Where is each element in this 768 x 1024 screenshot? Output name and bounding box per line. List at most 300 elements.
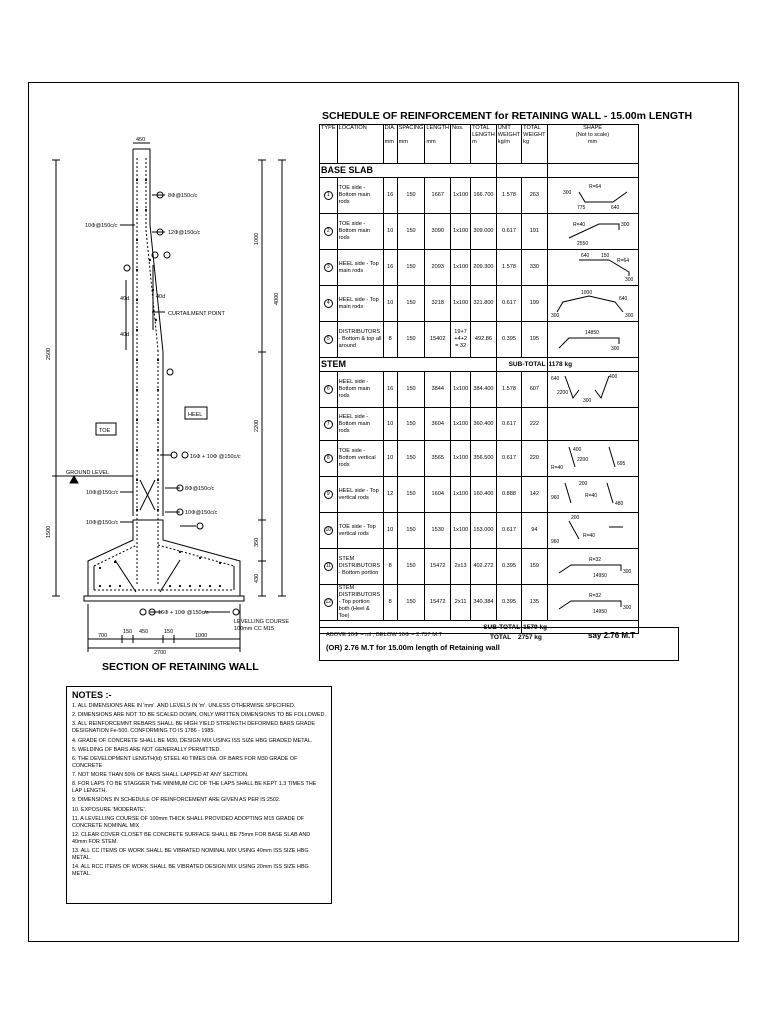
header-text: DIA. (384, 125, 396, 131)
total-length-cell: 321.800 (471, 286, 497, 322)
total-weight-cell: 159 (522, 549, 547, 585)
type-cell (320, 322, 338, 358)
dim-450-b: 450 (139, 629, 149, 635)
shape-10-sketch (549, 513, 637, 545)
unit-weight-cell: 1.578 (496, 250, 521, 286)
note-item: 5. WELDING OF BARS ARE NOT GENERALLY PERMITTED. (72, 746, 221, 753)
type-cell (320, 477, 338, 513)
location-cell: TOE side - Bottom vertical rods (337, 441, 383, 477)
nos-cell: 1x100 (451, 372, 471, 408)
shape-cell (547, 372, 638, 408)
nos-cell: 1x100 (451, 441, 471, 477)
header-text: SHAPE (583, 125, 603, 131)
schedule-row (320, 408, 639, 441)
unit-weight-cell: 0.395 (496, 549, 521, 585)
length-cell: 1530 (425, 513, 451, 549)
note-item: 13. ALL CC ITEMS OF WORK SHALL BE VIBRATED NOMINAL MIX USING 40mm ISS SIZE HBG METAL. (72, 847, 309, 861)
shape-dimension: R=32 (588, 593, 601, 599)
dia-cell: 12 (383, 477, 397, 513)
header-text (452, 139, 469, 146)
bar-mark-circle: 6 (324, 385, 333, 394)
header-text: LENGTH (426, 125, 450, 131)
schedule-row (320, 549, 639, 585)
lap-40d-left-a: 40d (120, 296, 130, 302)
shape-cell (547, 250, 638, 286)
shape-dimension: R=40 (582, 533, 595, 539)
total-length-cell: 360.400 (471, 408, 497, 441)
header-text (385, 132, 396, 139)
note-item: 9. DIMENSIONS IN SCHEDULE OF REINFORCEMENT ARE GIVEN AS PER IS:2502. (72, 797, 281, 804)
shape-dimension: 695 (616, 461, 625, 467)
note-item: 4. GRADE OF CONCRETE SHALL BE M30, DESIGN MIX USING ISS SIZE HBG GRADED METAL. (72, 737, 313, 744)
type-cell (320, 214, 338, 250)
note-item: 11. A LEVELLING COURSE OF 100mm THICK SHALL PROVIDED ADOPTING M15 GRADE OF CONCRETE NOMINAL MIX (72, 815, 305, 829)
bar-mark-circle: 10 (325, 527, 332, 533)
dim-2700: 2700 (154, 650, 167, 656)
header-text: TOTAL (523, 125, 541, 131)
dim-150-a: 150 (123, 629, 133, 635)
dia-cell: 10 (383, 441, 397, 477)
header-text (452, 132, 469, 139)
shape-1-sketch (549, 178, 637, 210)
total-weight-cell: 607 (522, 372, 547, 408)
shape-dimension: 775 (576, 205, 585, 210)
note-item: 1. ALL DIMENSIONS ARE IN 'mm'. AND LEVELS IN 'm'. UNLESS OTHERWISE SPECIFIED. (72, 703, 296, 709)
bar-mark-circle: 12 (325, 599, 332, 605)
shape-cell (547, 322, 638, 358)
total-length-cell: 340.384 (471, 585, 497, 621)
header-text: LOCATION (338, 125, 367, 131)
schedule-row (320, 286, 639, 322)
nos-cell: 19+7 +4+2 = 32 (451, 322, 471, 358)
schedule-header-cell (425, 125, 451, 164)
location-cell: HEEL side - Top main rods (337, 250, 383, 286)
spacing-cell: 150 (397, 441, 425, 477)
dia-cell: 10 (383, 408, 397, 441)
length-cell: 3604 (425, 408, 451, 441)
type-cell (320, 178, 338, 214)
header-text (321, 139, 336, 146)
spacing-cell: 150 (397, 408, 425, 441)
shape-cell (547, 286, 638, 322)
subtotal-value: 1579 kg (522, 621, 638, 634)
bar-mark-circle: 7 (324, 420, 333, 429)
shape-cell (547, 441, 638, 477)
rebar-label-10-150-c: 10Φ@150c/c (185, 510, 218, 516)
unit-weight-cell: 0.888 (496, 477, 521, 513)
shape-2-sketch (549, 214, 637, 246)
levelling-label-2: 100mm CC M15 (234, 626, 275, 632)
lap-40d-right: 40d (156, 294, 166, 300)
shape-dimension: 2200 (556, 390, 568, 396)
type-cell (320, 372, 338, 408)
shape-3-sketch (549, 250, 637, 282)
header-text: mm (587, 139, 598, 145)
header-text: TOTAL (472, 125, 490, 131)
dia-cell: 10 (383, 214, 397, 250)
header-text: mm (398, 139, 408, 145)
total-weight-cell: 220 (522, 441, 547, 477)
bar-mark-circle: 11 (325, 563, 331, 569)
shape-dimension: R=64 (616, 258, 629, 264)
rebar-label-8-150: 8Φ@150c/c (168, 193, 198, 199)
header-text (339, 132, 382, 139)
shape-cell (547, 408, 638, 441)
shape-dimension: R=40 (572, 222, 585, 228)
shape-11-sketch (549, 549, 637, 581)
location-cell: HEEL side - Top main rods (337, 286, 383, 322)
header-text: (Not to scale) (575, 132, 610, 138)
nos-cell: 1x100 (451, 250, 471, 286)
nos-cell: 1x100 (451, 477, 471, 513)
dim-430: 430 (254, 573, 260, 583)
location-cell: HEEL side - Top vertical rods (337, 477, 383, 513)
schedule-header-cell (522, 125, 547, 164)
location-cell: TOE side - Bottom main rods (337, 214, 383, 250)
total-length-cell: 402.272 (471, 549, 497, 585)
location-cell: STEM DISTRIBUTORS - Top portion both (Heel & Toe) (337, 585, 383, 621)
schedule-header-cell (451, 125, 471, 164)
total-weight-cell: 191 (522, 214, 547, 250)
schedule-row (320, 372, 639, 408)
location-cell: DISTRIBUTORS - Bottom & top all around (337, 322, 383, 358)
schedule-header-cell (547, 125, 638, 164)
shape-dimension: R=32 (588, 557, 601, 563)
shape-dimension: 300 (610, 346, 619, 352)
header-text: m (472, 139, 477, 145)
schedule-row (320, 513, 639, 549)
header-text: mm (426, 139, 436, 145)
unit-weight-cell: 0.395 (496, 585, 521, 621)
shape-6-sketch (549, 372, 637, 404)
shape-dimension: 2550 (576, 241, 588, 246)
shape-dimension: 300 (550, 313, 559, 318)
dim-150-b: 150 (164, 629, 174, 635)
total-weight-cell: 330 (522, 250, 547, 286)
shape-cell (547, 477, 638, 513)
shape-cell (547, 585, 638, 621)
length-cell: 1667 (425, 178, 451, 214)
shape-cell (547, 178, 638, 214)
dia-cell: 16 (383, 250, 397, 286)
shape-dimension: 400 (572, 447, 581, 453)
total-weight-cell: 263 (522, 178, 547, 214)
subtotal-label: SUB-TOTAL (320, 621, 522, 634)
header-text: SPACING (398, 125, 424, 131)
shape-dimension: 300 (620, 222, 629, 228)
rebar-label-bottom: 16Φ + 10Φ @150c/c (158, 610, 209, 616)
rebar-label-16-10-150: 16Φ + 10Φ @150c/c (190, 454, 241, 460)
header-text: WEIGHT (497, 132, 521, 138)
header-text: mm (384, 139, 394, 145)
note-item: 6. THE DEVELOPMENT LENGTH(ld) STEEL 40 TIMES DIA. OF BARS FOR M30 GRADE OF CONCRETE (72, 755, 298, 769)
shape-dimension: 200 (570, 515, 579, 521)
nos-cell: 1x100 (451, 513, 471, 549)
shape-12-sketch (549, 585, 637, 617)
schedule-header-cell (337, 125, 383, 164)
bar-mark-circle: 2 (324, 227, 333, 236)
dim-350: 350 (254, 537, 260, 547)
total-length-cell: 153.000 (471, 513, 497, 549)
schedule-row (320, 585, 639, 621)
schedule-row (320, 322, 639, 358)
unit-weight-cell: 0.617 (496, 286, 521, 322)
unit-weight-cell: 0.617 (496, 441, 521, 477)
unit-weight-cell: 0.395 (496, 322, 521, 358)
header-text: WEIGHT (523, 132, 546, 138)
length-cell: 1604 (425, 477, 451, 513)
shape-dimension: 400 (608, 374, 617, 380)
spacing-cell: 150 (397, 214, 425, 250)
total-weight-cell: 195 (522, 322, 547, 358)
spacing-cell: 150 (397, 178, 425, 214)
shape-dimension: 14850 (584, 330, 599, 336)
shape-dimension: 14950 (592, 609, 607, 615)
header-text: UNIT (497, 125, 511, 131)
shape-cell (547, 513, 638, 549)
schedule-header-row (320, 125, 639, 164)
shape-dimension: 1000 (580, 290, 592, 296)
header-text (339, 139, 382, 146)
above-below-text: ABOVE 16Φ = nil ; BELOW 16Φ = 2.757 M.T (326, 632, 443, 638)
top-width-dim: 450 (136, 137, 146, 143)
dia-cell: 10 (383, 513, 397, 549)
header-text: Nos. (452, 125, 464, 131)
rebar-label-10-150: 10Φ@150c/c (85, 223, 118, 229)
or-line: (OR) 2.76 M.T for 15.00m length of Retaining wall (326, 643, 500, 652)
total-label: TOTAL (490, 634, 512, 641)
header-text: kg/m (497, 139, 510, 145)
location-cell: STEM DISTRIBUTORS - Bottom portion (337, 549, 383, 585)
base-slab-heading-row (320, 164, 639, 178)
type-cell (320, 250, 338, 286)
spacing-cell: 150 (397, 322, 425, 358)
dim-2200: 2200 (254, 419, 260, 432)
note-item: 14. ALL RCC ITEMS OF WORK SHALL BE VIBRATED DESIGN MIX USING 20mm ISS SIZE HBG METAL. (72, 864, 309, 877)
nos-cell: 1x100 (451, 286, 471, 322)
note-item: 10. EXPOSURE 'MODERATE'. (72, 806, 147, 813)
say-value: say 2.76 M.T (588, 631, 636, 640)
type-cell (320, 513, 338, 549)
dia-cell: 16 (383, 178, 397, 214)
note-item: 2. DIMENSIONS ARE NOT TO BE SCALED DOWN, ONLY WRITTEN DIMENSIONS TO BE FOLLOWED. (72, 712, 326, 719)
shape-dimension: R=64 (588, 184, 601, 190)
total-length-cell: 492.86 (471, 322, 497, 358)
schedule-header-cell (397, 125, 425, 164)
nos-cell: 1x100 (451, 178, 471, 214)
shape-dimension: 960 (550, 539, 559, 545)
nos-cell: 1x100 (451, 408, 471, 441)
note-item: 7. NOT MORE THAN 50% OF BARS SHALL LAPPED AT ANY SECTION. (72, 772, 249, 779)
total-length-cell: 209.300 (471, 250, 497, 286)
bar-mark-circle: 3 (324, 263, 333, 272)
location-cell: TOE side - Bottom main rods (337, 178, 383, 214)
total-weight-cell: 142 (522, 477, 547, 513)
header-text: kg (523, 139, 530, 145)
shape-dimension: 640 (580, 253, 589, 259)
length-cell: 15402 (425, 322, 451, 358)
length-cell: 15472 (425, 549, 451, 585)
total-length-cell: 384.400 (471, 372, 497, 408)
rebar-label-10-150-b: 10Φ@150c/c (86, 490, 119, 496)
shape-8-sketch (549, 441, 637, 473)
subtotal-value: 1178 kg (547, 358, 638, 372)
total-weight-cell: 94 (522, 513, 547, 549)
schedule-row (320, 441, 639, 477)
stem-heading-row (320, 358, 639, 372)
schedule-row (320, 477, 639, 513)
length-cell: 3565 (425, 441, 451, 477)
schedule-row (320, 178, 639, 214)
shape-dimension: 14950 (592, 573, 607, 579)
total-length-cell: 166.700 (471, 178, 497, 214)
header-text (399, 132, 424, 139)
shape-5-sketch (549, 322, 637, 354)
note-item: 12. CLEAR COVER CLOSET BE CONCRETE SURFACE SHALL BE 75mm FOR BASE SLAB AND 40mm FOR STEM. (72, 831, 311, 845)
toe-label: TOE (99, 428, 111, 434)
shape-dimension: 300 (624, 277, 633, 282)
dim-4000: 4000 (274, 292, 280, 305)
header-text: LENGTH (472, 132, 495, 138)
shape-dimension: R=40 (550, 465, 563, 471)
schedule-row (320, 250, 639, 286)
type-cell (320, 441, 338, 477)
notes-list (72, 703, 326, 878)
rebar-label-12-150: 12Φ@150c/c (168, 230, 201, 236)
shape-dimension: 2200 (576, 457, 588, 463)
length-cell: 2093 (425, 250, 451, 286)
dim-2500: 2500 (46, 347, 52, 360)
spacing-cell: 150 (397, 549, 425, 585)
schedule-row (320, 214, 639, 250)
total-length-cell: 356.500 (471, 441, 497, 477)
location-cell: TOE side - Top vertical rods (337, 513, 383, 549)
shape-dimension: 640 (550, 376, 559, 382)
dia-cell: 8 (383, 549, 397, 585)
shape-cell (547, 549, 638, 585)
rebar-label-8-150-b: 8Φ@150c/c (185, 486, 215, 492)
bar-mark-circle: 5 (324, 335, 333, 344)
unit-weight-cell: 0.617 (496, 214, 521, 250)
shape-dimension: 300 (562, 190, 571, 196)
header-text (426, 132, 449, 139)
spacing-cell: 150 (397, 286, 425, 322)
shape-cell (547, 214, 638, 250)
location-cell: HEEL side - Bottom main rods (337, 408, 383, 441)
reinforcement-schedule-table (319, 124, 639, 634)
shape-dimension: 960 (550, 495, 559, 501)
totals-box (319, 627, 679, 661)
shape-9-sketch (549, 477, 637, 509)
schedule-title: SCHEDULE OF REINFORCEMENT for RETAINING WALL - 15.00m LENGTH (322, 110, 693, 122)
dim-1000-b: 1000 (195, 633, 208, 639)
nos-cell: 2x11 (451, 585, 471, 621)
schedule-body (320, 125, 639, 634)
total-value: 2757 kg (518, 634, 542, 641)
total-weight-cell: 135 (522, 585, 547, 621)
unit-weight-cell: 1.578 (496, 372, 521, 408)
subtotal-label (496, 164, 547, 178)
bar-mark-circle: 4 (324, 299, 333, 308)
spacing-cell: 150 (397, 477, 425, 513)
shape-dimension: 300 (622, 569, 631, 575)
schedule-header-cell (320, 125, 338, 164)
total-weight-cell: 222 (522, 408, 547, 441)
shape-4-sketch (549, 286, 637, 318)
notes-title: NOTES :- (72, 690, 112, 700)
section-label: BASE SLAB (320, 164, 497, 178)
spacing-cell: 150 (397, 513, 425, 549)
dim-700: 700 (98, 633, 108, 639)
dia-cell: 10 (383, 286, 397, 322)
length-cell: 15472 (425, 585, 451, 621)
rebar-label-10-150-d: 10Φ@150c/c (86, 520, 119, 526)
total-length-cell: 160.400 (471, 477, 497, 513)
dia-cell: 16 (383, 372, 397, 408)
total-weight-cell: 199 (522, 286, 547, 322)
unit-weight-cell: 0.617 (496, 408, 521, 441)
header-text (321, 132, 336, 139)
type-cell (320, 286, 338, 322)
nos-cell: 2x13 (451, 549, 471, 585)
subtotal-label: SUB-TOTAL (496, 358, 547, 372)
bar-mark-circle: 8 (324, 454, 333, 463)
header-text: TYPE (321, 125, 336, 131)
notes-box (66, 686, 332, 904)
length-cell: 3844 (425, 372, 451, 408)
lap-40d-left-b: 40d (120, 332, 130, 338)
dim-1000: 1000 (254, 232, 260, 245)
curtailment-label: CURTAILMENT POINT (168, 311, 225, 317)
total-length-cell: 309.000 (471, 214, 497, 250)
levelling-label: LEVELLING COURSE (234, 619, 290, 625)
subtotal-value (547, 164, 638, 178)
section-label: STEM (320, 358, 497, 372)
nos-cell: 1x100 (451, 214, 471, 250)
schedule-header-cell (383, 125, 397, 164)
shape-dimension: 200 (578, 481, 587, 487)
shape-dimension: 480 (614, 501, 623, 507)
unit-weight-cell: 0.617 (496, 513, 521, 549)
spacing-cell: 150 (397, 585, 425, 621)
heel-label: HEEL (188, 412, 203, 418)
shape-dimension: 300 (624, 313, 633, 318)
dia-cell: 8 (383, 585, 397, 621)
unit-weight-cell: 1.578 (496, 178, 521, 214)
spacing-cell: 150 (397, 250, 425, 286)
note-item: 8. FOR LAPS TO BE STAGGER THE MINIMUM C/C OF THE LAPS SHALL BE KEPT 1.3 TIMES THE LAP LENGTH. (72, 781, 317, 795)
schedule-header-cell (471, 125, 497, 164)
bar-mark-circle: 1 (324, 191, 333, 200)
ground-level-label: GROUND LEVEL (66, 470, 110, 476)
type-cell (320, 549, 338, 585)
section-title: SECTION OF RETAINING WALL (102, 661, 259, 673)
shape-dimension: 300 (582, 398, 591, 404)
schedule-header-cell (496, 125, 521, 164)
type-cell (320, 408, 338, 441)
location-cell: HEEL side - Bottom main rods (337, 372, 383, 408)
shape-dimension: 300 (622, 605, 631, 611)
note-item: 3. ALL REINFORCEMNT REBARS SHALL BE HIGH YIELD STRENGTH DEFORMED BARS GRADE DESIGNATION Fe-500. CONFORMING TO IS 1786 - 1985. (72, 721, 315, 735)
shape-dimension: 640 (610, 205, 619, 210)
dim-1500: 1500 (46, 525, 52, 538)
type-cell (320, 585, 338, 621)
bar-mark-circle: 9 (324, 490, 333, 499)
length-cell: 3090 (425, 214, 451, 250)
dia-cell: 8 (383, 322, 397, 358)
shape-dimension: 640 (618, 296, 627, 302)
shape-dimension: 150 (600, 253, 609, 259)
